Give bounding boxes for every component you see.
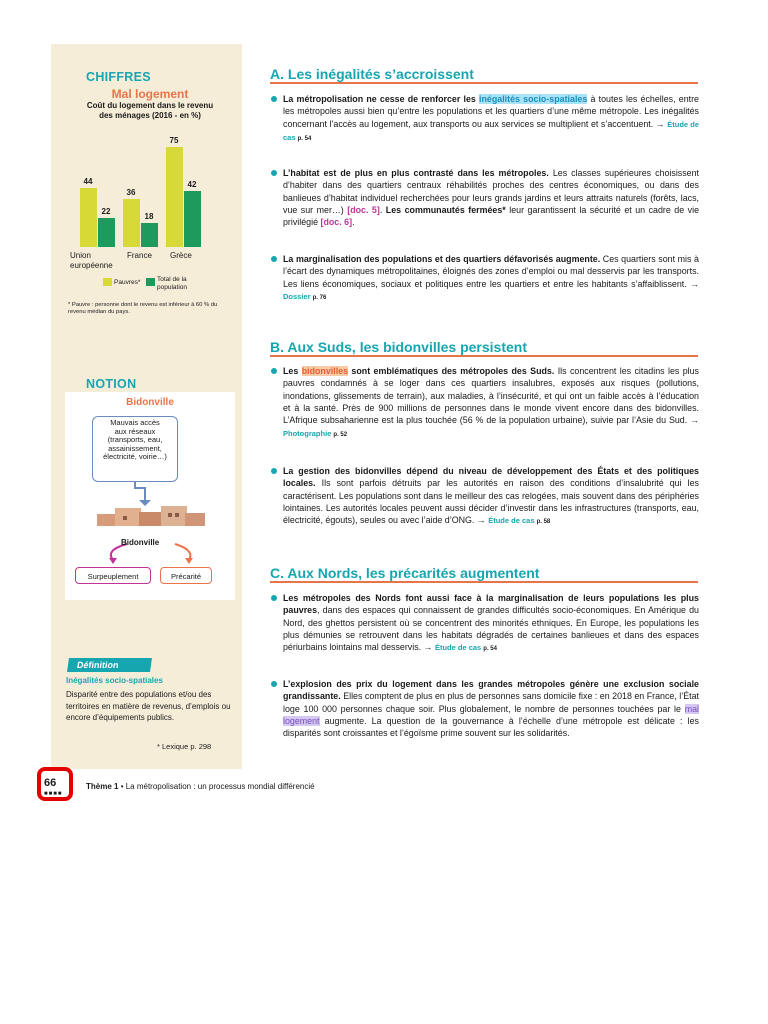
diagram-precarite: Précarité [160, 567, 212, 584]
bullet-c1 [271, 595, 277, 601]
bar-value-label: 36 [126, 188, 136, 197]
definition-lexique: * Lexique p. 298 [157, 742, 212, 751]
chart-footnote: * Pauvre : personne dont le revenu est inférieur à 60 % du revenu médian du pays. [68, 302, 218, 315]
bar-value-label: 44 [83, 177, 93, 187]
section-a-heading: A. Les inégalités s’accroissent [270, 66, 698, 82]
bullet-b1 [271, 368, 277, 374]
bullet-a2 [271, 170, 277, 176]
diagram-access-box: Mauvais accès aux réseaux (transports, eau, assainissement, électricité, voirie…) [92, 416, 178, 482]
category-label: France [127, 251, 152, 260]
notion-label: NOTION [86, 377, 136, 391]
page-dots: ■■■■ [44, 791, 63, 797]
paragraph-a2: L’habitat est de plus en plus contrasté dans les métropoles. Les classes supérieures choisissent d’habiter dans des quartiers centraux réhabilités proches des centres économiques, ou dans des banlieues d’habitat individuel recherchées pour leurs grands jardins et leurs attraits naturels (forêts, lacs, vue sur mer…) [doc. 5]. Les communautés fermées* leur garantissent la sécurité et un cadre de vie privilégié [doc. 6]. [283, 168, 700, 228]
paragraph-b2: La gestion des bidonvilles dépend du niveau de développement des États et des politiques locales. Ils sont parfois détruits par les autorités en raison des conditions d’insalubrité qui les caractérisent. Les populations sont dans le meilleur des cas relogées, mais souvent dans des périphéries lointaines. Les autorités locales peuvent aussi décider d’investir dans les infrastructures (transports, eau, électricité, égouts), seules ou avec l’aide d’ONG. → Étude de cas p. 58 [283, 466, 699, 526]
bar-total-2 [184, 191, 201, 247]
slum-illustration-icon [97, 506, 205, 526]
bullet-c2 [271, 681, 277, 687]
paragraph-a3: La marginalisation des populations et des quartiers défavorisés augmente. Ces quartiers sont mis à l’écart des dynamiques métropolitaines, éloignés des zones d’emploi ou mal desservis par les transports. Les liens économiques, sociaux et politiques entre les quartiers et entre les habitants s’affaiblissent. → Dossier p. 76 [283, 254, 699, 302]
chiffres-label: CHIFFRES [86, 70, 151, 84]
page-number: 66 [44, 777, 57, 789]
diagram-surpeuplement: Surpeuplement [75, 567, 151, 584]
chart-title: Mal logement [111, 87, 189, 101]
section-b-heading: B. Aux Suds, les bidonvilles persistent [270, 339, 698, 355]
legend-swatch-pauvres [103, 278, 112, 286]
paragraph-a1: La métropolisation ne cesse de renforcer les inégalités socio-spatiales à toutes les échelles, entre les métropoles aussi bien qu’entre les populations et les quartiers d’une même métropole. Les inégalités concernant l’accès au logement, aux transports ou aux services se multiplient et s’accentuent. → Étude de cas p. 54 [283, 94, 700, 143]
bar-value-label: 42 [187, 180, 197, 189]
bar-pauvres-1 [123, 199, 140, 247]
category-label: Union européenne [70, 251, 113, 270]
bar-total-1 [141, 223, 158, 247]
bar-value-label: 22 [101, 206, 111, 216]
bar-pauvres-0 [80, 188, 97, 247]
bar-value-label: 18 [144, 212, 154, 221]
legend-swatch-total [146, 278, 155, 286]
section-c-heading: C. Aux Nords, les précarités augmentent [270, 565, 698, 581]
chart-subtitle: Coût du logement dans le revenu des ménages (2016 - en %) [86, 101, 214, 120]
bar-pauvres-2 [166, 147, 183, 247]
theme-footer: Thème 1 • La métropolisation : un processus mondial différencié [86, 782, 315, 791]
paragraph-c1: Les métropoles des Nords font aussi face à la marginalisation de leurs populations les plus pauvres, dans des espaces qui connaissent de grandes difficultés socio-économiques. En Amérique du Nord, des ghettos persistent où se concentrent des minorités ethniques. En Europe, les populations les plus démunies se retrouvent dans les habitats dégradés de certaines banlieues et dans des espaces périurbains lointains mal desservis. → Étude de cas p. 54 [283, 593, 699, 653]
category-label: Grèce [170, 251, 192, 260]
bullet-a1 [271, 96, 277, 102]
definition-term: Inégalités socio-spatiales [66, 676, 163, 685]
diagram-title: Bidonville [126, 397, 174, 408]
diagram-center-label: Bidonville [121, 538, 160, 547]
definition-text: Disparité entre des populations et/ou des territoires en matière de revenus, d’emplois ou encore d’équipements publics. [66, 690, 231, 723]
bar-value-label: 75 [169, 136, 179, 145]
paragraph-b1: Les bidonvilles sont emblématiques des métropoles des Suds. Ils concentrent les citadins les plus pauvres condamnés à se loger dans ces quartiers insalubres, exposés aux risques (pollutions, inondations, glissements de terrain), aux maladies, à l’insécurité, et qui ont un faible accès à l’éducation et à la santé. Près de 900 millions de personnes dans le monde vivent encore dans des bidonvilles. L’Afrique subsaharienne est la plus touchée (56 % de la population urbaine), suivie par l’Asie du Sud. → Photographie p. 52 [283, 366, 699, 438]
legend-label-pauvres: Pauvres* [114, 279, 141, 286]
paragraph-c2: L’explosion des prix du logement dans les grandes métropoles génère une exclusion sociale grandissante. Elles comptent de plus en plus de personnes sans domicile fixe : en 2018 en France, l’État loge 100 000 personnes chaque soir. Plus globalement, le nombre de personnes touchées par le mal logement augmente. La question de la gouvernance à l’échelle d’une métropole est délicate : les disparités sont croissantes et l’égoïsme prime souvent sur les solidarités. [283, 679, 699, 739]
legend-label-total: Total de la population [157, 276, 187, 291]
definition-heading: Définition [67, 658, 152, 672]
bullet-a3 [271, 256, 277, 262]
bar-total-0 [98, 218, 115, 247]
bullet-b2 [271, 468, 277, 474]
page-number-highlight [37, 767, 73, 801]
